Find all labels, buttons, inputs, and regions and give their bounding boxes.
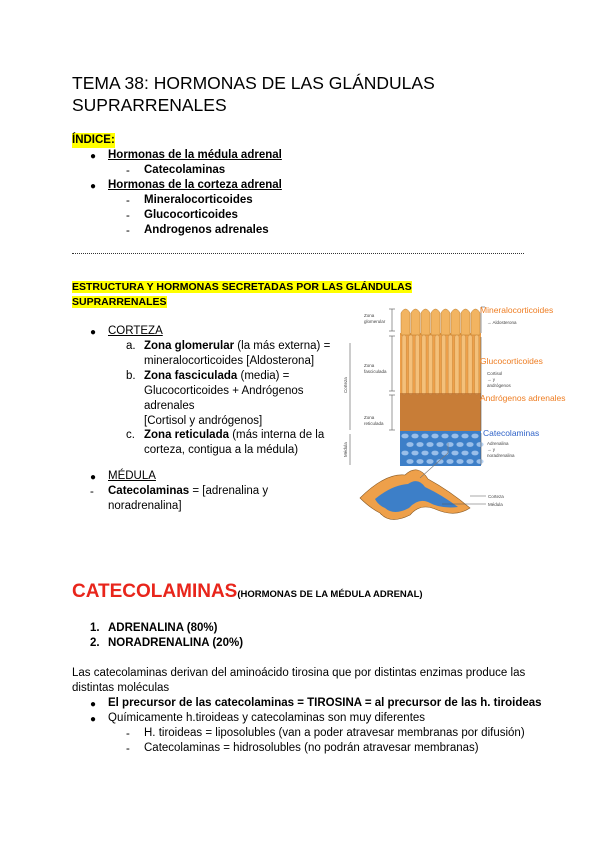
precursor-bullet: El precursor de las catecolaminas = TIROSINA = al precursor de las h. tiroideas — [108, 697, 542, 709]
zona-fasciculada-hormone: Glucocorticoides + Andrógenos — [144, 385, 304, 397]
list-number-1: 1. — [90, 622, 100, 634]
title-line-2: SUPRARRENALES — [72, 95, 227, 115]
zona-reticulada-text — [144, 428, 344, 458]
bullet-icon: ● — [90, 472, 97, 483]
cortisol-label: Cortisol — [487, 371, 503, 376]
aldosterona-label: → Aldosterona — [487, 320, 517, 325]
tiroideas-subitem: H. tiroideas = liposolubles (van a poder atravesar membranas por difusión) — [144, 727, 525, 739]
zona-glomerular-label: a. — [126, 340, 136, 352]
catecolaminas-fig-label: Catecolaminas — [483, 428, 540, 438]
androgenos-adrenales-label: Andrógenos adrenales — [480, 393, 566, 403]
medula-catecolaminas — [108, 484, 308, 514]
catecolaminas-desc: = [adrenalina y — [189, 485, 269, 497]
zona-reticulada-fig-label-2: reticulada — [364, 421, 384, 426]
bullet-icon: ● — [90, 714, 97, 725]
dash-icon: - — [126, 225, 130, 237]
quimicamente-bullet: Químicamente h.tiroideas y catecolaminas son muy diferentes — [108, 712, 426, 724]
index-item-corteza: Hormonas de la corteza adrenal — [108, 179, 282, 191]
catecolaminas-paragraph — [72, 666, 532, 696]
catecolaminas-subitem: Catecolaminas = hidrosolubles (no podrán atravesar membranas) — [144, 742, 479, 754]
gland-medula-label: Médula — [488, 502, 503, 507]
catecolaminas-title: CATECOLAMINAS — [72, 581, 238, 602]
medulla-tissue — [400, 431, 484, 466]
dash-icon: - — [126, 210, 130, 222]
zona-fasciculada-label: b. — [126, 370, 136, 382]
cortex-tissue — [400, 309, 481, 431]
zona-glomerular-name: Zona glomerular — [144, 340, 235, 352]
mineralocorticoides-label: Mineralocorticoides — [480, 305, 554, 315]
noradrenalina-item: NORADRENALINA (20%) — [108, 637, 244, 649]
bullet-icon: ● — [90, 151, 97, 162]
zona-fasciculada-name: Zona fasciculada — [144, 370, 238, 382]
dash-icon: - — [126, 743, 130, 755]
paragraph-line-1: Las catecolaminas derivan del aminoácido tirosina que por distintas enzimas produce las — [72, 667, 526, 679]
zona-glomerular-fig-label: Zona — [364, 313, 375, 318]
catecolaminas-subtitle: (HORMONAS DE LA MÉDULA ADRENAL) — [237, 589, 423, 600]
index-subitem-mineralocorticoides: Mineralocorticoides — [144, 194, 253, 206]
section-heading-line-2: SUPRARRENALES — [72, 296, 167, 308]
medula-label: MÉDULA — [108, 470, 156, 482]
zona-fasciculada-desc: (media) = — [237, 370, 290, 382]
y-label-2: → y — [487, 447, 496, 452]
zona-glomerular-desc: (la más externa) = — [234, 340, 331, 352]
zona-reticulada-label: c. — [126, 429, 135, 441]
medula-vertical-label: Médula — [343, 442, 348, 457]
noradrenalina-label: noradrenalina — [487, 453, 515, 458]
zona-reticulada-fig-label: Zona — [364, 415, 375, 420]
zona-reticulada-desc-cont: corteza, contigua a la médula) — [144, 444, 299, 456]
y-label-1: → y — [487, 377, 496, 382]
dash-icon: - — [126, 728, 130, 740]
zona-glomerular-hormone: mineralocorticoides [Aldosterona] — [144, 355, 315, 367]
paragraph-line-2: distintas moléculas — [72, 682, 170, 694]
corteza-vertical-label: Corteza — [343, 377, 348, 393]
zona-fasciculada-examples: [Cortisol y andrógenos] — [144, 415, 263, 427]
dash-icon: - — [126, 195, 130, 207]
section-heading-line-1: ESTRUCTURA Y HORMONAS SECRETADAS POR LAS GLÁNDULAS — [72, 281, 412, 293]
zona-glomerular-fig-label-2: glomerular — [364, 319, 386, 324]
hormone-labels — [480, 305, 566, 465]
zona-fasciculada-text — [144, 369, 344, 429]
index-subitem-catecolaminas: Catecolaminas — [144, 164, 226, 176]
bullet-icon: ● — [90, 327, 97, 338]
page-title — [72, 72, 532, 116]
gland-corteza-label: Corteza — [488, 494, 504, 499]
dash-icon: - — [90, 486, 94, 498]
index-heading: ÍNDICE: — [72, 134, 115, 146]
zona-fasciculada-hormone-cont: adrenales — [144, 400, 195, 412]
index-subitem-glucocorticoides: Glucocorticoides — [144, 209, 238, 221]
zona-reticulada-desc: (más interna de la — [229, 429, 325, 441]
index-item-medula: Hormonas de la médula adrenal — [108, 149, 282, 161]
bullet-icon: ● — [90, 699, 97, 710]
zona-fasciculada-fig-label: Zona — [364, 363, 375, 368]
corteza-label: CORTEZA — [108, 325, 163, 337]
catecolaminas-heading — [72, 581, 423, 603]
title-line-1: TEMA 38: HORMONAS DE LAS GLÁNDULAS — [72, 73, 435, 93]
adrenalina-label: Adrenalina — [487, 441, 509, 446]
glucocorticoides-label: Glucocorticoides — [480, 356, 543, 366]
zona-fasciculada-fig-label-2: fasciculada — [364, 369, 387, 374]
adrenal-gland-figure — [330, 303, 570, 528]
adrenalina-item: ADRENALINA (80%) — [108, 622, 218, 634]
androgenos-small-label: andrógenos — [487, 383, 511, 388]
list-number-2: 2. — [90, 637, 100, 649]
dotted-separator — [72, 253, 524, 254]
index-subitem-androgenos: Androgenos adrenales — [144, 224, 269, 236]
catecolaminas-name: Catecolaminas — [108, 485, 190, 497]
dash-icon: - — [126, 165, 130, 177]
zona-glomerular-text — [144, 339, 344, 369]
catecolaminas-desc-cont: noradrenalina] — [108, 500, 182, 512]
zone-brackets — [350, 309, 395, 465]
bullet-icon: ● — [90, 181, 97, 192]
zona-reticulada-name: Zona reticulada — [144, 429, 229, 441]
